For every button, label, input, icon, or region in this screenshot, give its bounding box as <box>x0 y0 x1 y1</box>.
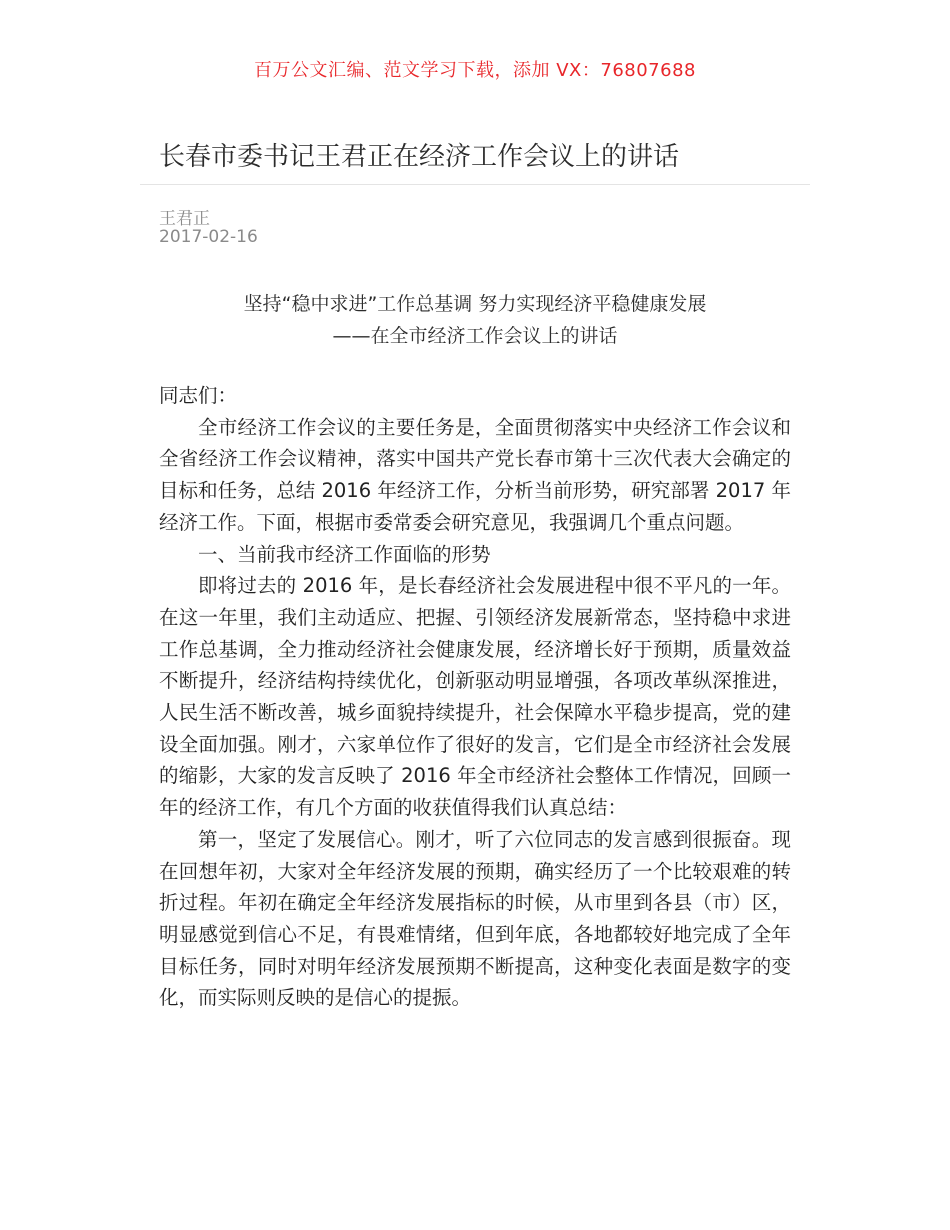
paragraph-confidence: 第一，坚定了发展信心。刚才，听了六位同志的发言感到很振奋。现在回想年初，大家对全年经济发展的预期，确实经历了一个比较艰难的转折过程。年初在确定全年经济发展指标的时候，从市里到各县（市）区，明显感觉到信心不足，有畏难情绪，但到年底，各地都较好地完成了全年目标任务，同时对明年经济发展预期不断提高，这种变化表面是数字的变化，而实际则反映的是信心的提振。 <box>159 827 791 1010</box>
download-banner: 百万公文汇编、范文学习下载，添加 VX：76807688 <box>254 60 696 81</box>
article-title: 长春市委书记王君正在经济工作会议上的讲话 <box>159 142 680 172</box>
speech-subtitle-sub: ——在全市经济工作会议上的讲话 <box>332 325 618 347</box>
article-body <box>159 380 791 1014</box>
paragraph-review: 即将过去的 2016 年，是长春经济社会发展进程中很不平凡的一年。在这一年里，我们主动适应、把握、引领经济发展新常态，坚持稳中求进工作总基调，全力推动经济社会健康发展，经济增长好于预期，质量效益不断提升，经济结构持续优化，创新驱动明显增强，各项改革纵深推进，人民生活不断改善，城乡面貌持续提升，社会保障水平稳步提高，党的建设全面加强。刚才，六家单位作了很好的发言，它们是全市经济社会发展的缩影，大家的发言反映了 2016 年全市经济社会整体工作情况，回顾一年的经济工作，有几个方面的收获值得我们认真总结： <box>159 574 791 820</box>
article-author: 王君正 <box>159 209 210 229</box>
title-divider <box>140 184 810 185</box>
article-date: 2017-02-16 <box>159 227 258 247</box>
section-heading: 一、当前我市经济工作面临的形势 <box>198 542 491 566</box>
speech-subtitle-main: 坚持“稳中求进”工作总基调 努力实现经济平稳健康发展 <box>243 293 707 315</box>
salutation: 同志们： <box>159 384 238 407</box>
paragraph-intro: 全市经济工作会议的主要任务是，全面贯彻落实中央经济工作会议和全省经济工作会议精神，落实中国共产党长春市第十三次代表大会确定的目标和任务，总结 2016 年经济工作，分析当前形势，研究部署 2017 年经济工作。下面，根据市委常委会研究意见，我强调几个重点问题。 <box>159 415 791 534</box>
